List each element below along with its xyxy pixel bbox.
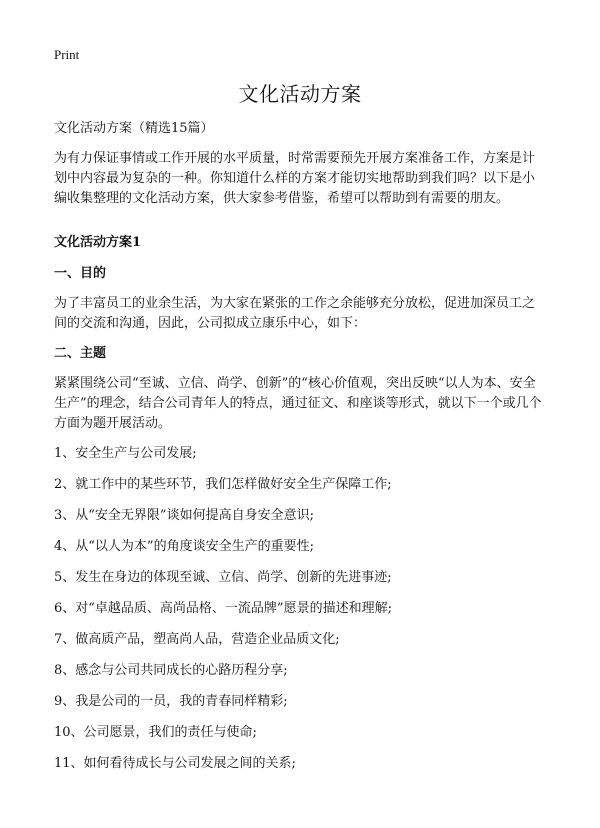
list-item: 7、做高质产品，塑高尚人品，营造企业品质文化; [54,632,340,647]
list-item: 9、我是公司的一员，我的青春同样精彩; [54,694,288,709]
list-item: 8、感念与公司共同成长的心路历程分享; [54,663,288,678]
theme-heading: 二、主题 [54,346,107,361]
goal-paragraph: 为了丰富员工的业余生活，为大家在紧张的工作之余能够充分放松，促进加深员工之间的交流和沟通，因此，公司拟成立康乐中心，如下： [54,296,536,331]
section-title: 文化活动方案1 [54,235,142,250]
intro-paragraph: 为有力保证事情或工作开展的水平质量，时常需要预先开展方案准备工作，方案是计划中内容最为复杂的一种。你知道什么样的方案才能切实地帮助到我们吗？以下是小编收集整理的文化活动方案，供大家参考借鉴，希望可以帮助到有需要的朋友。 [54,151,536,206]
list-item: 4、从“以人为本”的角度谈安全生产的重要性; [54,539,314,554]
print-link[interactable]: Print [54,47,80,62]
topic-list [54,444,546,785]
list-item: 1、安全生产与公司发展; [54,446,197,461]
theme-paragraph: 紧紧围绕公司“至诚、立信、尚学、创新”的“核心价值观，突出反映“以人为本、安全生产”的理念，结合公司青年人的特点，通过征文、和座谈等形式，就以下一个或几个方面为题开展活动。 [54,376,542,431]
page-title: 文化活动方案 [238,82,362,106]
list-item: 5、发生在身边的体现至诚、立信、尚学、创新的先进事迹; [54,570,392,585]
list-item: 11、如何看待成长与公司发展之间的关系; [54,756,296,771]
list-item: 3、从“安全无界限”谈如何提高自身安全意识; [54,508,314,523]
goal-heading: 一、目的 [54,266,107,281]
list-item: 2、就工作中的某些环节，我们怎样做好安全生产保障工作; [54,477,392,492]
document-subtitle: 文化活动方案（精选15篇） [54,121,214,136]
list-item: 6、对“卓越品质、高尚品格、一流品牌”愿景的描述和理解; [54,601,392,616]
list-item: 10、公司愿景，我们的责任与使命; [54,725,257,740]
